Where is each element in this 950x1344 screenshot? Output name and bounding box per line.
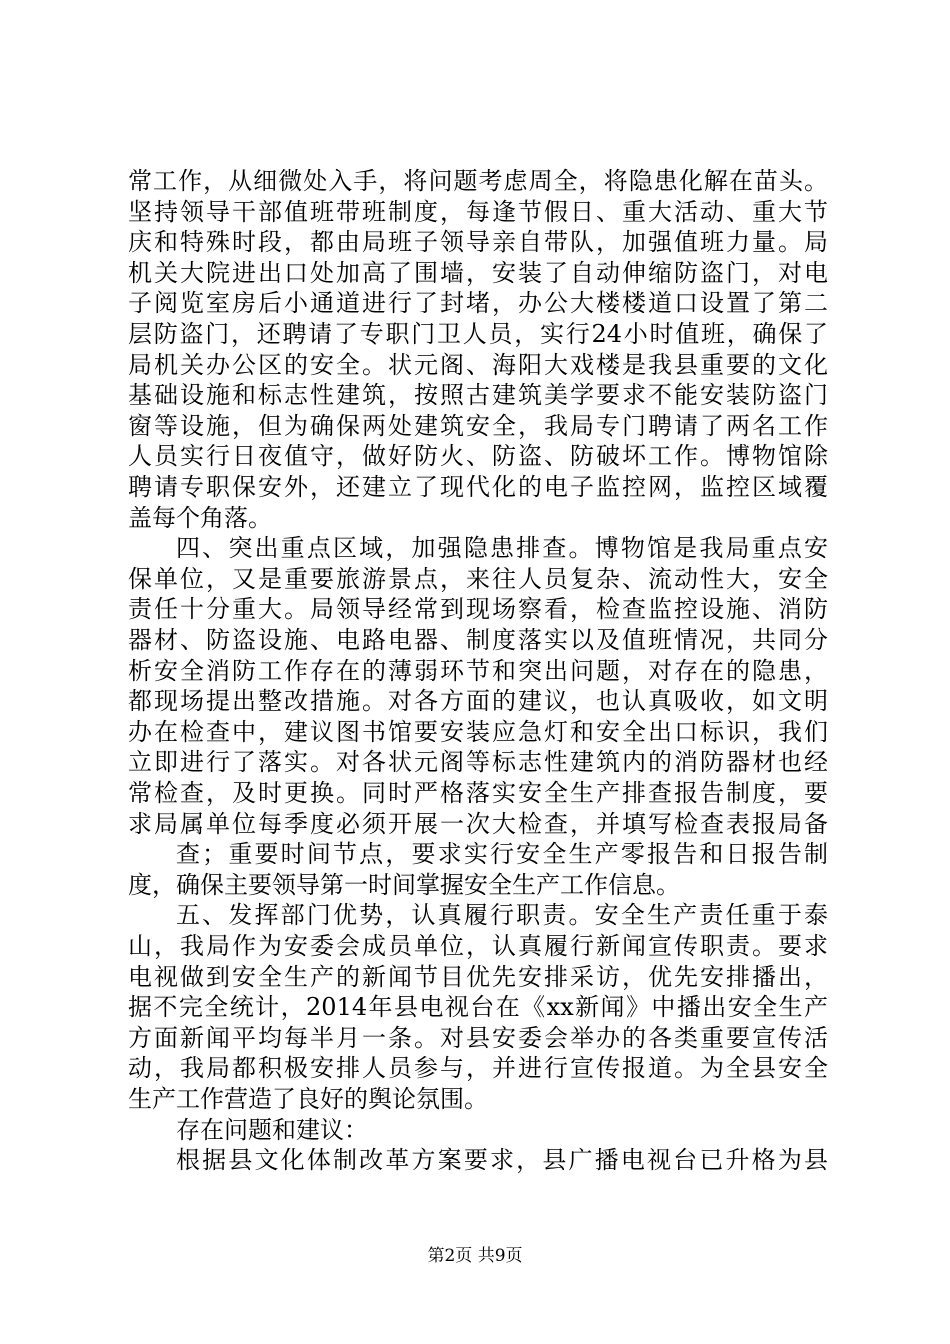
text-line: 析安全消防工作存在的薄弱环节和突出问题，对存在的隐患， — [128, 657, 828, 685]
text-line: 立即进行了落实。对各状元阁等标志性建筑内的消防器材也经 — [128, 748, 828, 776]
text-line: 度，确保主要领导第一时间掌握安全生产工作信息。 — [128, 871, 680, 899]
text-line: 都现场提出整改措施。对各方面的建议，也认真吸收，如文明 — [128, 687, 828, 715]
text-line: 据不完全统计，2014年县电视台在《xx新闻》中播出安全生产 — [128, 993, 828, 1021]
text-line: 五、发挥部门优势，认真履行职责。安全生产责任重于泰 — [176, 901, 828, 929]
text-line: 查；重要时间节点，要求实行安全生产零报告和日报告制 — [176, 840, 828, 868]
text-line: 四、突出重点区域，加强隐患排查。博物馆是我局重点安 — [176, 534, 828, 562]
page-number-footer: 第2页 共9页 — [427, 1246, 523, 1266]
text-line: 常检查，及时更换。同时严格落实安全生产排查报告制度，要 — [128, 779, 828, 807]
text-line: 机关大院进出口处加高了围墙，安装了自动伸缩防盗门，对电 — [128, 259, 828, 287]
text-line: 动，我局都积极安排人员参与，并进行宣传报道。为全县安全 — [128, 1054, 828, 1082]
text-line: 办在检查中，建议图书馆要安装应急灯和安全出口标识，我们 — [128, 718, 828, 746]
text-line: 庆和特殊时段，都由局班子领导亲自带队，加强值班力量。局 — [128, 228, 828, 256]
text-line: 盖每个角落。 — [128, 504, 272, 532]
text-line: 基础设施和标志性建筑，按照古建筑美学要求不能安装防盗门 — [128, 381, 828, 409]
text-line: 责任十分重大。局领导经常到现场察看，检查监控设施、消防 — [128, 595, 828, 623]
text-line: 存在问题和建议： — [176, 1116, 368, 1144]
text-line: 电视做到安全生产的新闻节目优先安排采访，优先安排播出， — [128, 963, 828, 991]
text-line: 人员实行日夜值守，做好防火、防盗、防破坏工作。博物馆除 — [128, 442, 828, 470]
text-line: 根据县文化体制改革方案要求，县广播电视台已升格为县 — [176, 1146, 828, 1174]
text-line: 聘请专职保安外，还建立了现代化的电子监控网，监控区域覆 — [128, 473, 828, 501]
text-line: 求局属单位每季度必须开展一次大检查，并填写检查表报局备 — [128, 810, 828, 838]
text-line: 方面新闻平均每半月一条。对县安委会举办的各类重要宣传活 — [128, 1024, 828, 1052]
text-line: 常工作，从细微处入手，将问题考虑周全，将隐患化解在苗头。 — [128, 167, 828, 195]
text-line: 保单位，又是重要旅游景点，来往人员复杂、流动性大，安全 — [128, 565, 828, 593]
text-line: 子阅览室房后小通道进行了封堵，办公大楼楼道口设置了第二 — [128, 289, 828, 317]
text-line: 层防盗门，还聘请了专职门卫人员，实行24小时值班，确保了 — [128, 320, 828, 348]
text-line: 器材、防盗设施、电路电器、制度落实以及值班情况，共同分 — [128, 626, 828, 654]
text-line: 生产工作营造了良好的舆论氛围。 — [128, 1085, 488, 1113]
text-line: 局机关办公区的安全。状元阁、海阳大戏楼是我县重要的文化 — [128, 351, 828, 379]
text-line: 坚持领导干部值班带班制度，每逢节假日、重大活动、重大节 — [128, 198, 828, 226]
text-line: 窗等设施，但为确保两处建筑安全，我局专门聘请了两名工作 — [128, 412, 828, 440]
text-line: 山，我局作为安委会成员单位，认真履行新闻宣传职责。要求 — [128, 932, 828, 960]
